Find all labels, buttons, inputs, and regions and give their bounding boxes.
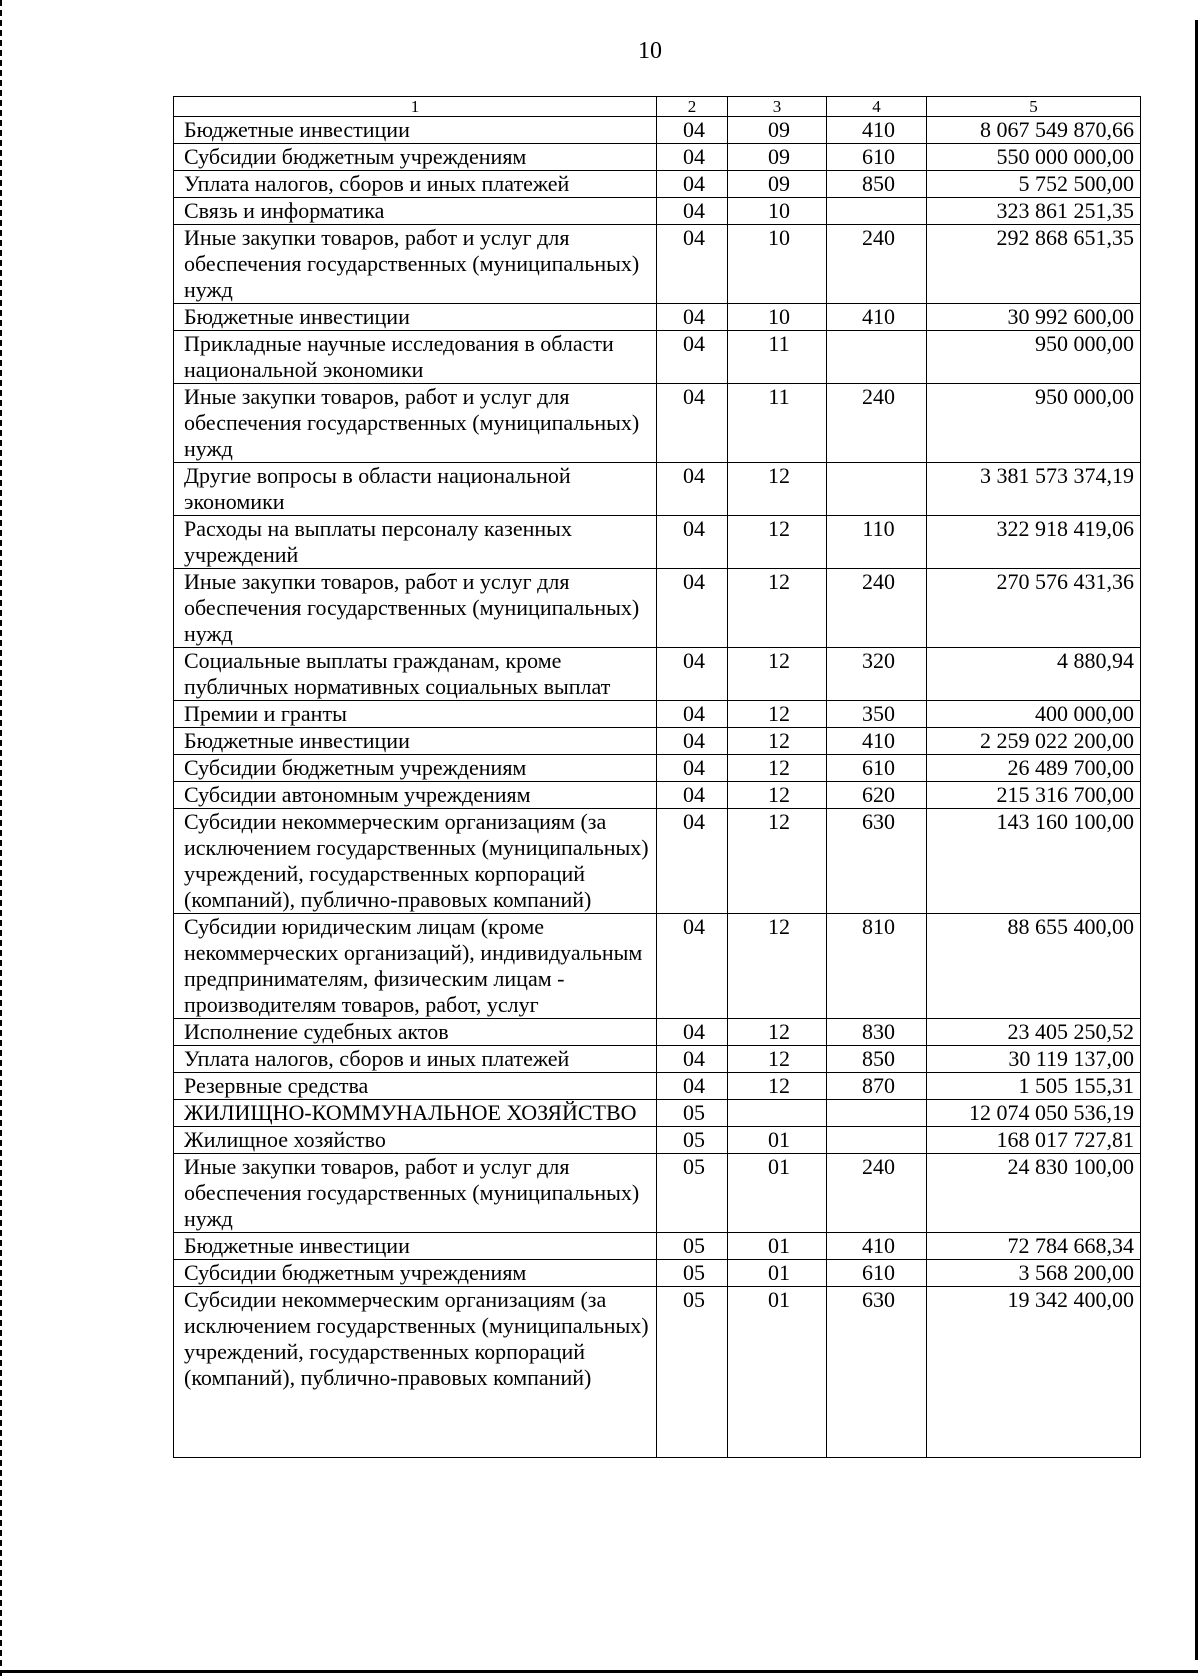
table-row	[174, 914, 1141, 1019]
row-expense-type-cell: 110	[827, 516, 927, 569]
row-subsection-cell: 01	[728, 1127, 827, 1154]
row-section-cell: 05	[657, 1287, 728, 1458]
row-section-cell: 05	[657, 1100, 728, 1127]
row-expense-type-cell: 850	[827, 1046, 927, 1073]
row-subsection-cell: 12	[728, 1019, 827, 1046]
row-expense-type-cell: 240	[827, 384, 927, 463]
row-expense-type-cell: 610	[827, 755, 927, 782]
row-name-cell: Связь и информатика	[174, 198, 657, 225]
row-expense-type-cell: 240	[827, 225, 927, 304]
row-amount-cell: 3 381 573 374,19	[927, 463, 1141, 516]
row-subsection-cell: 09	[728, 117, 827, 144]
row-amount-cell: 270 576 431,36	[927, 569, 1141, 648]
row-name-cell: Расходы на выплаты персоналу казенных учреждений	[174, 516, 657, 569]
table-row	[174, 648, 1141, 701]
row-name-cell: Прикладные научные исследования в области национальной экономики	[174, 331, 657, 384]
scan-edge-right	[1195, 20, 1198, 1660]
row-subsection-cell: 09	[728, 144, 827, 171]
row-expense-type-cell: 350	[827, 701, 927, 728]
scan-edge-bottom	[0, 1670, 1198, 1673]
table-row	[174, 331, 1141, 384]
row-name-cell: Иные закупки товаров, работ и услуг для обеспечения государственных (муниципальных) нужд	[174, 225, 657, 304]
budget-table	[173, 96, 1141, 1458]
row-amount-cell: 8 067 549 870,66	[927, 117, 1141, 144]
row-name-cell: Бюджетные инвестиции	[174, 1233, 657, 1260]
row-section-cell: 05	[657, 1127, 728, 1154]
table-row	[174, 701, 1141, 728]
table-row	[174, 304, 1141, 331]
row-amount-cell: 143 160 100,00	[927, 809, 1141, 914]
row-section-cell: 04	[657, 225, 728, 304]
row-amount-cell: 5 752 500,00	[927, 171, 1141, 198]
row-section-cell: 04	[657, 144, 728, 171]
table-row	[174, 1260, 1141, 1287]
row-section-cell: 04	[657, 782, 728, 809]
row-amount-cell: 72 784 668,34	[927, 1233, 1141, 1260]
row-subsection-cell: 12	[728, 755, 827, 782]
row-subsection-cell: 01	[728, 1287, 827, 1458]
row-amount-cell: 292 868 651,35	[927, 225, 1141, 304]
scan-edge-left	[0, 0, 2, 1676]
row-section-cell: 05	[657, 1154, 728, 1233]
row-section-cell: 04	[657, 516, 728, 569]
row-expense-type-cell: 610	[827, 144, 927, 171]
table-header	[174, 97, 1141, 117]
row-name-cell: Социальные выплаты гражданам, кроме публичных нормативных социальных выплат	[174, 648, 657, 701]
header-col-1: 1	[174, 97, 657, 117]
row-section-cell: 05	[657, 1233, 728, 1260]
row-section-cell: 04	[657, 648, 728, 701]
row-amount-cell: 323 861 251,35	[927, 198, 1141, 225]
table-row	[174, 1127, 1141, 1154]
row-expense-type-cell: 870	[827, 1073, 927, 1100]
row-subsection-cell: 01	[728, 1154, 827, 1233]
table-row	[174, 1019, 1141, 1046]
row-subsection-cell: 12	[728, 782, 827, 809]
row-subsection-cell: 10	[728, 225, 827, 304]
row-subsection-cell: 10	[728, 198, 827, 225]
row-expense-type-cell	[827, 1127, 927, 1154]
row-name-cell: Резервные средства	[174, 1073, 657, 1100]
row-expense-type-cell: 630	[827, 1287, 927, 1458]
row-amount-cell: 550 000 000,00	[927, 144, 1141, 171]
row-expense-type-cell: 620	[827, 782, 927, 809]
row-subsection-cell: 12	[728, 1073, 827, 1100]
row-expense-type-cell: 610	[827, 1260, 927, 1287]
row-name-cell: Премии и гранты	[174, 701, 657, 728]
table-row	[174, 384, 1141, 463]
row-amount-cell: 88 655 400,00	[927, 914, 1141, 1019]
row-name-cell: Иные закупки товаров, работ и услуг для обеспечения государственных (муниципальных) нужд	[174, 569, 657, 648]
row-expense-type-cell: 410	[827, 1233, 927, 1260]
table-row	[174, 1154, 1141, 1233]
row-name-cell: Уплата налогов, сборов и иных платежей	[174, 1046, 657, 1073]
row-name-cell: Субсидии бюджетным учреждениям	[174, 144, 657, 171]
row-amount-cell: 950 000,00	[927, 384, 1141, 463]
row-expense-type-cell: 240	[827, 569, 927, 648]
row-section-cell: 04	[657, 1046, 728, 1073]
row-expense-type-cell	[827, 198, 927, 225]
row-expense-type-cell	[827, 463, 927, 516]
row-amount-cell: 4 880,94	[927, 648, 1141, 701]
row-subsection-cell: 10	[728, 304, 827, 331]
row-section-cell: 04	[657, 331, 728, 384]
row-section-cell: 04	[657, 569, 728, 648]
row-name-cell: Бюджетные инвестиции	[174, 304, 657, 331]
row-name-cell: Субсидии автономным учреждениям	[174, 782, 657, 809]
table-row	[174, 1287, 1141, 1458]
table-row	[174, 171, 1141, 198]
row-expense-type-cell: 810	[827, 914, 927, 1019]
row-expense-type-cell: 410	[827, 728, 927, 755]
row-section-cell: 04	[657, 384, 728, 463]
row-amount-cell: 950 000,00	[927, 331, 1141, 384]
table-row	[174, 144, 1141, 171]
row-section-cell: 04	[657, 755, 728, 782]
row-subsection-cell: 09	[728, 171, 827, 198]
row-amount-cell: 23 405 250,52	[927, 1019, 1141, 1046]
row-amount-cell: 30 119 137,00	[927, 1046, 1141, 1073]
row-section-cell: 04	[657, 171, 728, 198]
row-expense-type-cell	[827, 1100, 927, 1127]
row-amount-cell: 30 992 600,00	[927, 304, 1141, 331]
row-name-cell: Субсидии бюджетным учреждениям	[174, 1260, 657, 1287]
table-row	[174, 782, 1141, 809]
row-name-cell: Иные закупки товаров, работ и услуг для обеспечения государственных (муниципальных) нужд	[174, 1154, 657, 1233]
header-col-2: 2	[657, 97, 728, 117]
row-section-cell: 04	[657, 1073, 728, 1100]
row-amount-cell: 19 342 400,00	[927, 1287, 1141, 1458]
row-section-cell: 04	[657, 728, 728, 755]
row-subsection-cell: 12	[728, 914, 827, 1019]
row-expense-type-cell: 850	[827, 171, 927, 198]
row-subsection-cell: 12	[728, 569, 827, 648]
row-name-cell: Иные закупки товаров, работ и услуг для обеспечения государственных (муниципальных) нужд	[174, 384, 657, 463]
row-amount-cell: 2 259 022 200,00	[927, 728, 1141, 755]
header-col-4: 4	[827, 97, 927, 117]
row-subsection-cell	[728, 1100, 827, 1127]
header-col-3: 3	[728, 97, 827, 117]
row-subsection-cell: 12	[728, 809, 827, 914]
table-row	[174, 516, 1141, 569]
page-number: 10	[638, 38, 662, 64]
table-row	[174, 1233, 1141, 1260]
row-section-cell: 04	[657, 463, 728, 516]
row-subsection-cell: 12	[728, 463, 827, 516]
table-row	[174, 755, 1141, 782]
row-subsection-cell: 12	[728, 728, 827, 755]
table-row	[174, 117, 1141, 144]
row-section-cell: 04	[657, 117, 728, 144]
table-row	[174, 225, 1141, 304]
row-name-cell: Субсидии некоммерческим организациям (за исключением государственных (муниципальных) учреждений, государственных корпораций (компаний), публично-правовых компаний)	[174, 809, 657, 914]
row-amount-cell: 26 489 700,00	[927, 755, 1141, 782]
row-amount-cell: 215 316 700,00	[927, 782, 1141, 809]
row-name-cell: Бюджетные инвестиции	[174, 728, 657, 755]
row-expense-type-cell: 630	[827, 809, 927, 914]
row-amount-cell: 12 074 050 536,19	[927, 1100, 1141, 1127]
table-row	[174, 809, 1141, 914]
row-name-cell: Субсидии бюджетным учреждениям	[174, 755, 657, 782]
row-subsection-cell: 11	[728, 384, 827, 463]
row-subsection-cell: 01	[728, 1233, 827, 1260]
header-row	[174, 97, 1141, 117]
table-body	[174, 117, 1141, 1458]
row-expense-type-cell: 410	[827, 304, 927, 331]
row-section-cell: 05	[657, 1260, 728, 1287]
table-row	[174, 198, 1141, 225]
row-section-cell: 04	[657, 1019, 728, 1046]
row-amount-cell: 322 918 419,06	[927, 516, 1141, 569]
row-amount-cell: 24 830 100,00	[927, 1154, 1141, 1233]
row-name-cell: Жилищное хозяйство	[174, 1127, 657, 1154]
table-row	[174, 728, 1141, 755]
row-section-cell: 04	[657, 809, 728, 914]
row-name-cell: Уплата налогов, сборов и иных платежей	[174, 171, 657, 198]
row-name-cell: Субсидии некоммерческим организациям (за исключением государственных (муниципальных) учреждений, государственных корпораций (компаний), публично-правовых компаний)	[174, 1287, 657, 1458]
row-subsection-cell: 11	[728, 331, 827, 384]
table-row	[174, 569, 1141, 648]
row-expense-type-cell: 240	[827, 1154, 927, 1233]
table-row	[174, 1073, 1141, 1100]
row-subsection-cell: 12	[728, 1046, 827, 1073]
row-amount-cell: 168 017 727,81	[927, 1127, 1141, 1154]
row-section-cell: 04	[657, 914, 728, 1019]
table-row	[174, 463, 1141, 516]
row-subsection-cell: 12	[728, 701, 827, 728]
row-amount-cell: 1 505 155,31	[927, 1073, 1141, 1100]
row-subsection-cell: 01	[728, 1260, 827, 1287]
row-section-cell: 04	[657, 304, 728, 331]
row-amount-cell: 3 568 200,00	[927, 1260, 1141, 1287]
row-amount-cell: 400 000,00	[927, 701, 1141, 728]
table-row	[174, 1046, 1141, 1073]
row-subsection-cell: 12	[728, 648, 827, 701]
row-expense-type-cell: 410	[827, 117, 927, 144]
row-expense-type-cell: 320	[827, 648, 927, 701]
row-name-cell: ЖИЛИЩНО-КОММУНАЛЬНОЕ ХОЗЯЙСТВО	[174, 1100, 657, 1127]
row-expense-type-cell	[827, 331, 927, 384]
row-subsection-cell: 12	[728, 516, 827, 569]
row-section-cell: 04	[657, 701, 728, 728]
row-name-cell: Бюджетные инвестиции	[174, 117, 657, 144]
row-name-cell: Субсидии юридическим лицам (кроме некоммерческих организаций), индивидуальным предпринимателям, физическим лицам - производителям товаров, работ, услуг	[174, 914, 657, 1019]
row-name-cell: Другие вопросы в области национальной экономики	[174, 463, 657, 516]
header-col-5: 5	[927, 97, 1141, 117]
row-expense-type-cell: 830	[827, 1019, 927, 1046]
table-row	[174, 1100, 1141, 1127]
row-name-cell: Исполнение судебных актов	[174, 1019, 657, 1046]
row-section-cell: 04	[657, 198, 728, 225]
